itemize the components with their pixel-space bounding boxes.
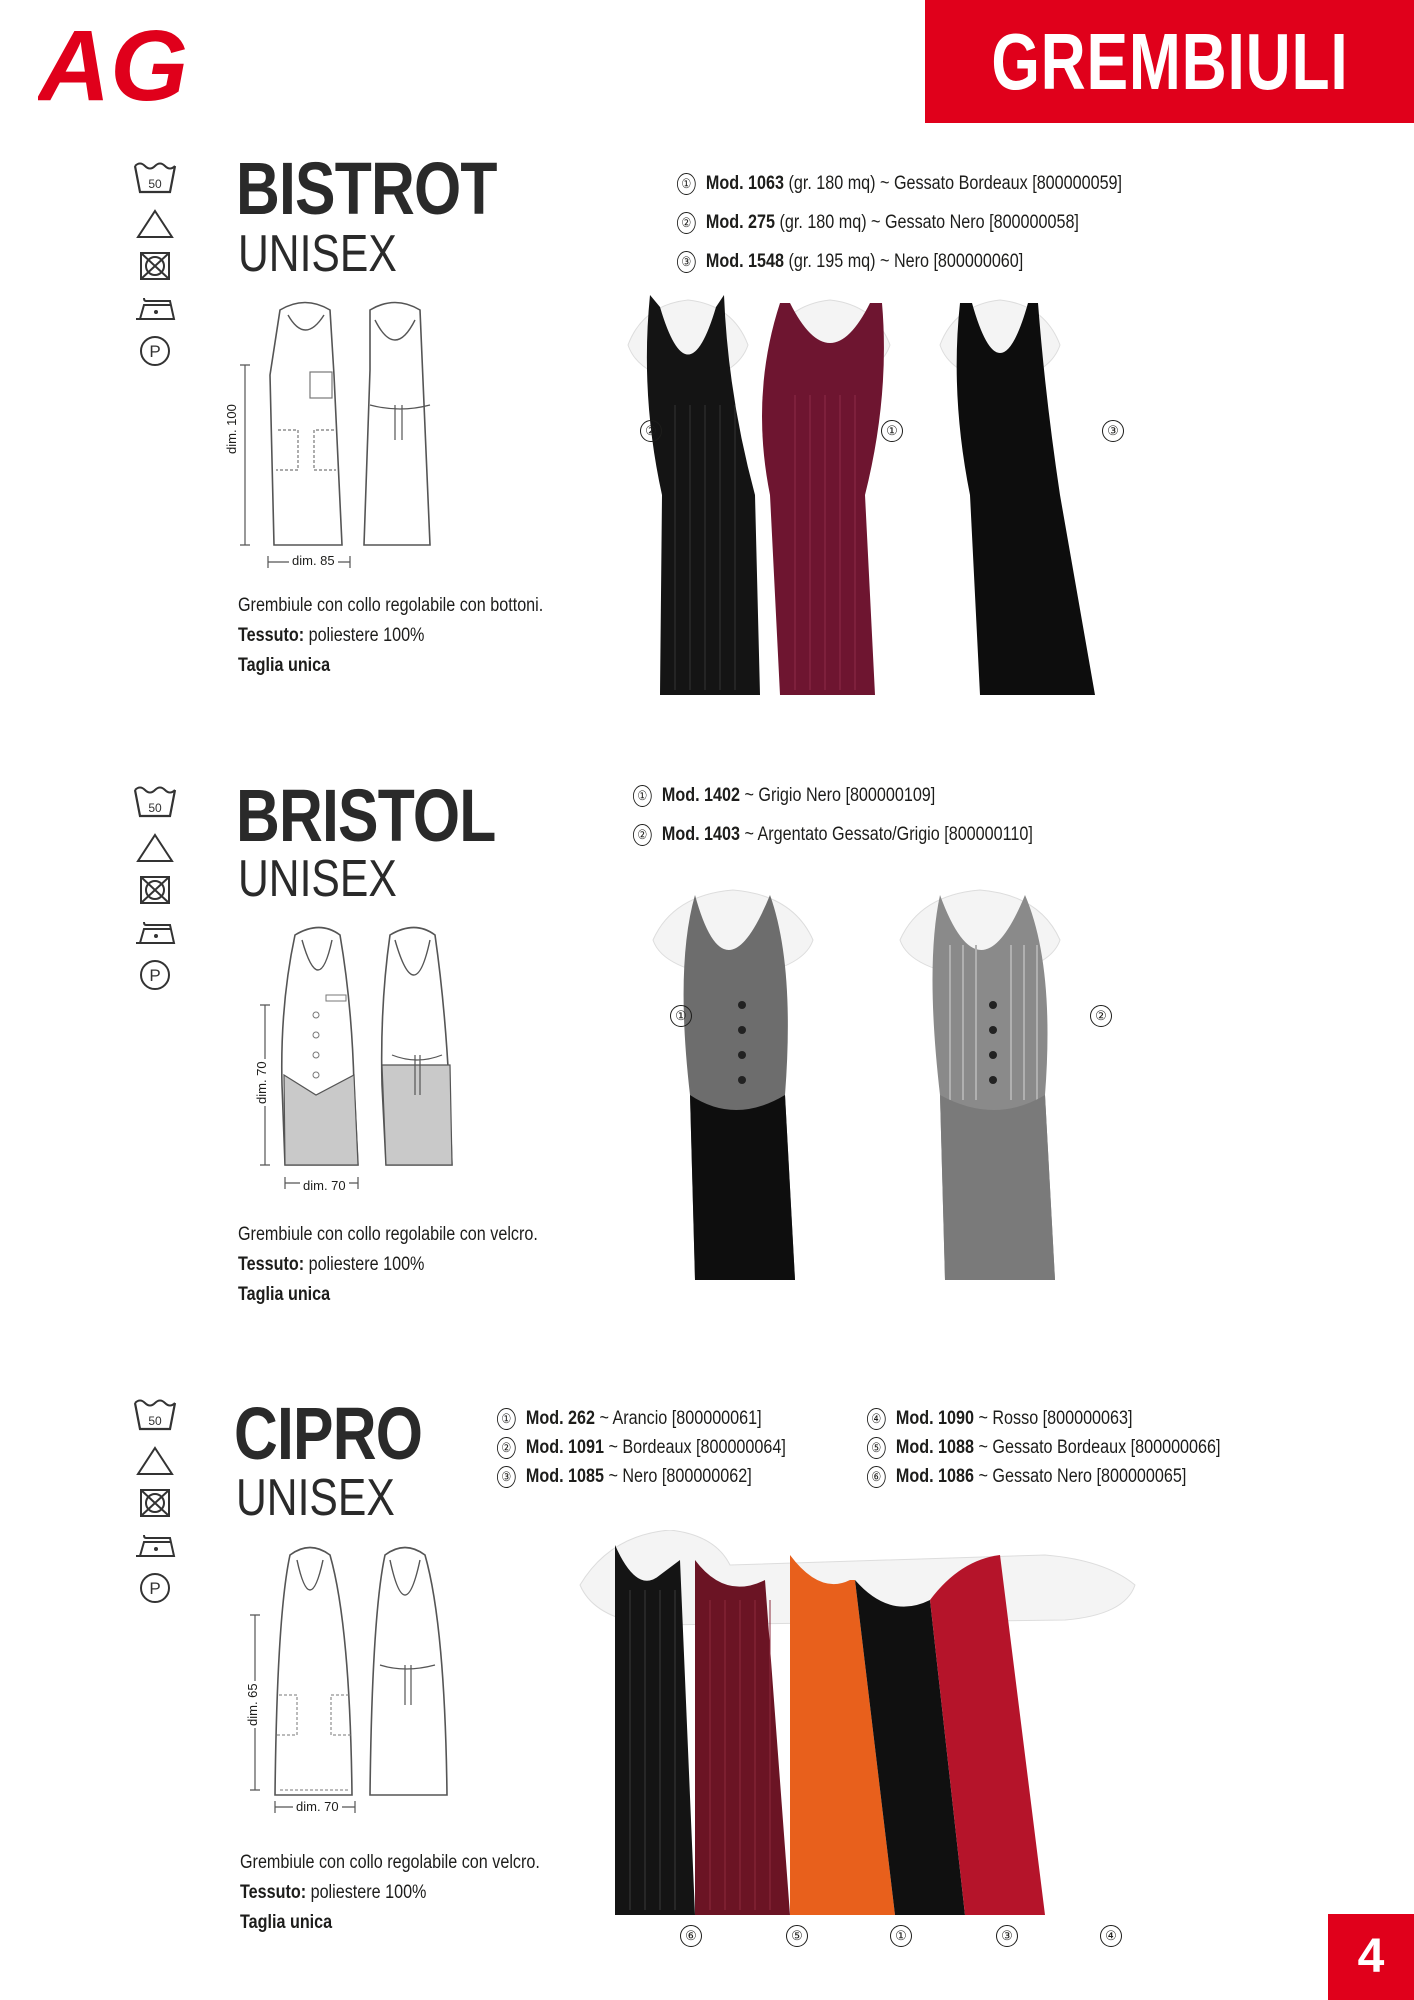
model-number-icon: ⑤	[867, 1437, 886, 1459]
model-code: Mod. 1548	[705, 251, 784, 272]
model-item	[867, 1462, 1220, 1491]
photo-label: ②	[640, 420, 662, 442]
product-subtitle: UNISEX	[236, 1469, 395, 1527]
model-item	[497, 1462, 786, 1491]
product-description	[238, 591, 543, 681]
fabric-label: Tessuto:	[238, 1254, 305, 1275]
no-tumble-dry-icon	[132, 1487, 178, 1519]
svg-text:50: 50	[148, 1414, 162, 1428]
svg-text:P: P	[149, 966, 161, 985]
photo-label: ④	[1100, 1925, 1122, 1947]
care-symbols	[132, 1397, 182, 1615]
dry-clean-p-icon	[132, 1571, 178, 1605]
photo-label: ⑤	[786, 1925, 808, 1947]
model-list	[677, 164, 1122, 281]
photo-label: ①	[670, 1005, 692, 1027]
dimension-vertical: dim. 100	[224, 404, 239, 454]
photo-label: ③	[1102, 420, 1124, 442]
model-details: ~ Gessato Nero [800000065]	[973, 1466, 1187, 1487]
photo-label: ⑥	[680, 1925, 702, 1947]
no-tumble-dry-icon	[132, 250, 178, 282]
care-symbols	[132, 784, 182, 1002]
model-code: Mod. 1402	[661, 785, 740, 806]
photo-label: ①	[890, 1925, 912, 1947]
model-details: ~ Rosso [800000063]	[973, 1408, 1133, 1429]
model-number-icon: ⑥	[867, 1466, 886, 1488]
product-title: BISTROT	[236, 147, 497, 230]
photo-label: ③	[996, 1925, 1018, 1947]
bleach-triangle-icon	[132, 1445, 178, 1477]
wash-50-icon	[132, 784, 178, 822]
iron-1-dot-icon	[132, 292, 178, 324]
product-title: CIPRO	[234, 1392, 423, 1475]
iron-1-dot-icon	[132, 1529, 178, 1561]
dimension-horizontal: dim. 85	[289, 553, 338, 568]
model-list	[867, 1404, 1220, 1491]
technical-sketch	[240, 925, 490, 1205]
model-details: (gr. 180 mq) ~ Gessato Bordeaux [800000059]	[783, 173, 1123, 194]
model-details: (gr. 195 mq) ~ Nero [800000060]	[783, 251, 1024, 272]
fabric-label: Tessuto:	[238, 625, 305, 646]
svg-text:P: P	[149, 1579, 161, 1598]
model-item	[677, 242, 1122, 281]
product-description	[238, 1220, 538, 1310]
model-code: Mod. 275	[705, 212, 776, 233]
svg-text:AG: AG	[38, 10, 188, 118]
dry-clean-p-icon	[132, 958, 178, 992]
fabric-value: poliestere 100%	[304, 625, 425, 646]
model-item	[867, 1404, 1220, 1433]
photo-label: ②	[1090, 1005, 1112, 1027]
size-label: Taglia unica	[240, 1912, 333, 1933]
wash-50-icon	[132, 160, 178, 198]
fabric-value: poliestere 100%	[304, 1254, 425, 1275]
dimension-horizontal: dim. 70	[293, 1799, 342, 1814]
model-item	[867, 1433, 1220, 1462]
product-subtitle: UNISEX	[238, 850, 397, 908]
product-subtitle: UNISEX	[238, 225, 397, 283]
model-item	[497, 1433, 786, 1462]
model-item	[633, 815, 1033, 854]
size-label: Taglia unica	[238, 655, 331, 676]
svg-text:P: P	[149, 342, 161, 361]
model-number-icon: ①	[633, 785, 652, 807]
care-symbols	[132, 160, 182, 378]
svg-text:50: 50	[148, 801, 162, 815]
model-list	[497, 1404, 786, 1491]
category-banner	[925, 0, 1414, 123]
model-number-icon: ③	[497, 1466, 516, 1488]
model-details: ~ Arancio [800000061]	[595, 1408, 762, 1429]
model-details: ~ Bordeaux [800000064]	[603, 1437, 786, 1458]
page-number: 4	[1328, 1914, 1414, 2000]
wash-50-icon	[132, 1397, 178, 1435]
model-item	[633, 776, 1033, 815]
category-title: GREMBIULI	[990, 17, 1349, 106]
model-number-icon: ①	[677, 173, 696, 195]
product-photo	[575, 1530, 1195, 1920]
model-details: ~ Nero [800000062]	[603, 1466, 752, 1487]
product-title: BRISTOL	[236, 774, 496, 857]
bleach-triangle-icon	[132, 832, 178, 864]
model-code: Mod. 1085	[525, 1466, 604, 1487]
ag-logo	[38, 8, 228, 118]
technical-sketch	[235, 1545, 475, 1825]
size-label: Taglia unica	[238, 1284, 331, 1305]
model-number-icon: ②	[633, 824, 652, 846]
model-code: Mod. 1090	[895, 1408, 974, 1429]
product-description	[240, 1848, 540, 1938]
model-code: Mod. 1088	[895, 1437, 974, 1458]
photo-label: ①	[881, 420, 903, 442]
model-number-icon: ①	[497, 1408, 516, 1430]
product-photo	[620, 295, 1140, 705]
product-photo	[645, 885, 1135, 1285]
model-details: ~ Argentato Gessato/Grigio [800000110]	[739, 824, 1033, 845]
model-number-icon: ②	[497, 1437, 516, 1459]
dimension-vertical: dim. 65	[245, 1683, 260, 1726]
model-number-icon: ②	[677, 212, 696, 234]
model-number-icon: ③	[677, 251, 696, 273]
fabric-value: poliestere 100%	[306, 1882, 427, 1903]
model-code: Mod. 262	[525, 1408, 596, 1429]
bleach-triangle-icon	[132, 208, 178, 240]
fabric-label: Tessuto:	[240, 1882, 307, 1903]
description-text: Grembiule con collo regolabile con bottoni.	[238, 595, 544, 616]
technical-sketch	[230, 300, 470, 590]
dimension-horizontal: dim. 70	[300, 1178, 349, 1193]
model-code: Mod. 1063	[705, 173, 784, 194]
model-item	[677, 203, 1122, 242]
model-details: (gr. 180 mq) ~ Gessato Nero [800000058]	[775, 212, 1079, 233]
description-text: Grembiule con collo regolabile con velcro.	[238, 1224, 538, 1245]
model-item	[677, 164, 1122, 203]
model-details: ~ Grigio Nero [800000109]	[739, 785, 936, 806]
model-code: Mod. 1403	[661, 824, 740, 845]
model-item	[497, 1404, 786, 1433]
dimension-vertical: dim. 70	[254, 1061, 269, 1104]
svg-text:50: 50	[148, 177, 162, 191]
model-code: Mod. 1091	[525, 1437, 604, 1458]
model-list	[633, 776, 1033, 854]
model-number-icon: ④	[867, 1408, 886, 1430]
model-code: Mod. 1086	[895, 1466, 974, 1487]
description-text: Grembiule con collo regolabile con velcro.	[240, 1852, 540, 1873]
model-details: ~ Gessato Bordeaux [800000066]	[973, 1437, 1221, 1458]
dry-clean-p-icon	[132, 334, 178, 368]
iron-1-dot-icon	[132, 916, 178, 948]
no-tumble-dry-icon	[132, 874, 178, 906]
